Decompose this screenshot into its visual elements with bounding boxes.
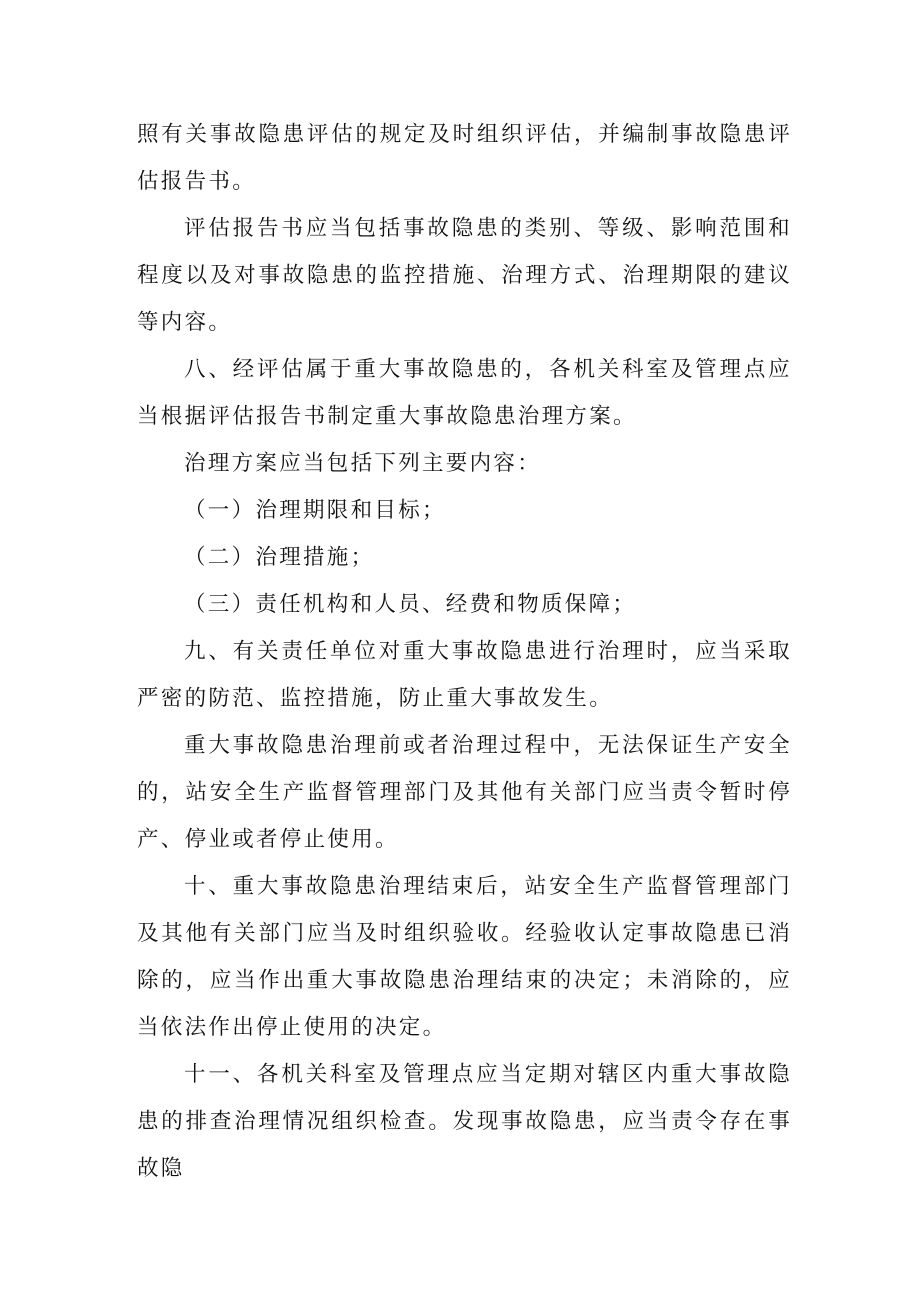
paragraph-article-10: 十、重大事故隐患治理结束后，站安全生产监督管理部门及其他有关部门应当及时组织验收。经验收认定事故隐患已消除的，应当作出重大事故隐患治理结束的决定；未消除的，应当依法作出停止使用的决定。	[137, 874, 792, 1040]
document-body	[137, 111, 792, 1192]
paragraph-assessment-report: 评估报告书应当包括事故隐患的类别、等级、影响范围和程度以及对事故隐患的监控措施、治理方式、治理期限的建议等内容。	[137, 216, 792, 335]
paragraph-plan-contents: 治理方案应当包括下列主要内容：	[184, 451, 542, 476]
paragraph-article-9: 九、有关责任单位对重大事故隐患进行治理时，应当采取严密的防范、监控措施，防止重大事故发生。	[137, 639, 792, 711]
paragraph-article-8: 八、经评估属于重大事故隐患的，各机关科室及管理点应当根据评估报告书制定重大事故隐患治理方案。	[137, 357, 792, 429]
list-item-1: （一）治理期限和目标；	[184, 498, 446, 523]
paragraph-suspension: 重大事故隐患治理前或者治理过程中，无法保证生产安全的，站安全生产监督管理部门及其他有关部门应当责令暂时停产、停业或者停止使用。	[137, 733, 792, 852]
paragraph-article-11: 十一、各机关科室及管理点应当定期对辖区内重大事故隐患的排查治理情况组织检查。发现事故隐患，应当责令存在事故隐	[137, 1062, 792, 1181]
list-item-2: （二）治理措施；	[184, 545, 375, 570]
paragraph-continuation: 照有关事故隐患评估的规定及时组织评估，并编制事故隐患评估报告书。	[137, 122, 792, 194]
list-item-3: （三）责任机构和人员、经费和物质保障；	[184, 592, 637, 617]
